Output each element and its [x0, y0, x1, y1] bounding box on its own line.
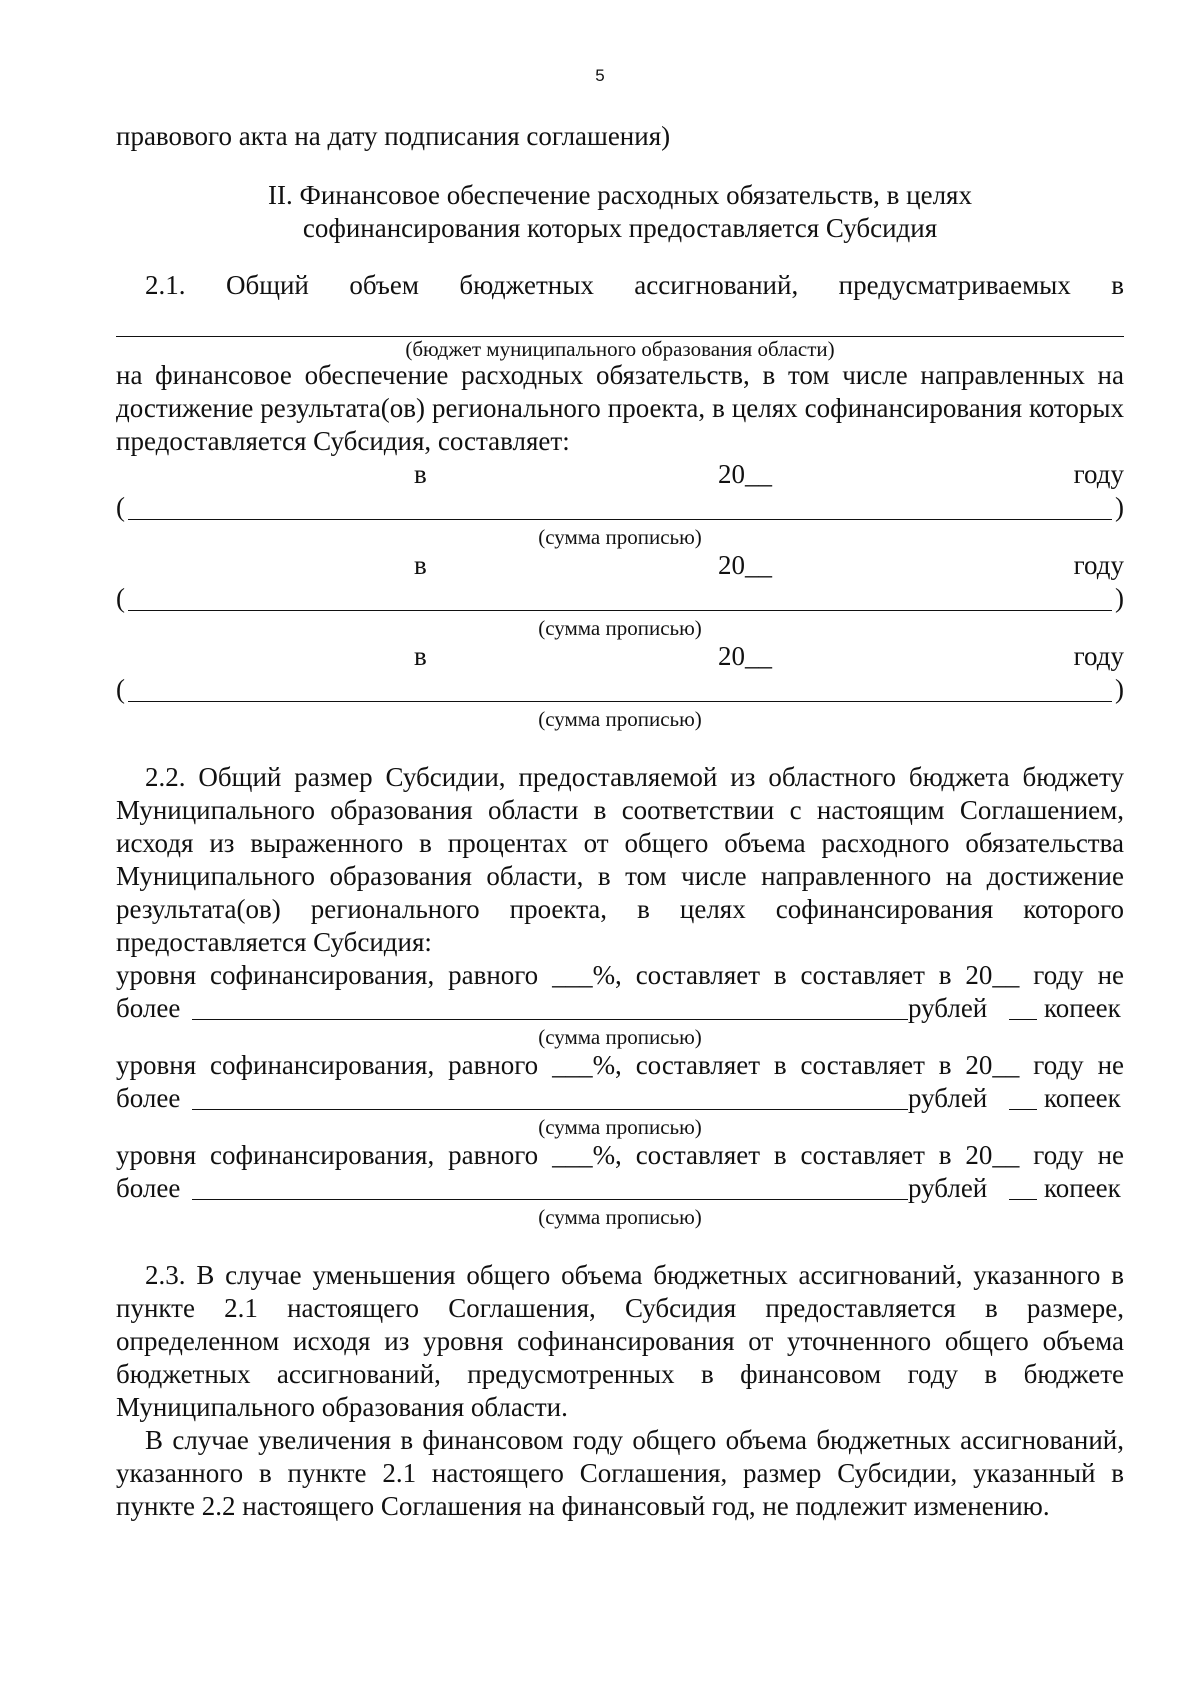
year-row	[116, 549, 1124, 582]
kopecks-word: копеек	[1044, 1173, 1121, 1203]
amount-close-paren: )	[1115, 583, 1124, 613]
amount-blank	[128, 610, 1112, 611]
sum-blank	[192, 1109, 908, 1110]
sum-caption: (сумма прописью)	[538, 1205, 702, 1229]
limit-word: более	[116, 1083, 181, 1113]
kopecks-word: копеек	[1044, 1083, 1121, 1113]
kopecks-blank	[1009, 1019, 1037, 1020]
intro-line: правового акта на дату подписания соглашения)	[116, 121, 671, 151]
amount-line	[116, 582, 1124, 616]
limit-word: более	[116, 993, 181, 1023]
year-blank: 20__	[718, 459, 772, 489]
limit-row	[116, 1172, 1124, 1205]
sum-blank	[192, 1019, 908, 1020]
kopecks-word: копеек	[1044, 993, 1121, 1023]
section-heading-line-2: софинансирования которых предоставляется Субсидия	[302, 213, 938, 243]
amount-close-paren: )	[1115, 492, 1124, 522]
rubles-word: рублей	[908, 1083, 988, 1113]
section-heading-line-1: II. Финансовое обеспечение расходных обязательств, в целях	[268, 180, 972, 210]
amount-line	[116, 673, 1124, 707]
amount-blank	[128, 701, 1112, 702]
year-amount-block-3	[116, 640, 1124, 731]
rubles-word: рублей	[908, 993, 988, 1023]
year-preposition: в	[414, 550, 427, 580]
amount-line	[116, 491, 1124, 525]
amount-open-paren: (	[116, 674, 125, 704]
sum-caption: (сумма прописью)	[538, 1025, 702, 1049]
limit-row	[116, 992, 1124, 1025]
clause-2-2-body: 2.2. Общий размер Субсидии, предоставляемой из областного бюджета бюджету Муниципального образования области в соответствии с настоящим Соглашением, исходя из выраженного в процентах от общего объема расходного обязательства Муниципального образования области, в том числе направленного на достижение результата(ов) регионального проекта, в целях софинансирования которого предоставляется Субсидия:	[116, 762, 1124, 957]
year-row	[116, 640, 1124, 673]
amount-caption: (сумма прописью)	[538, 616, 702, 640]
amount-open-paren: (	[116, 583, 125, 613]
document-body	[116, 120, 1124, 1523]
year-word: году	[1073, 641, 1124, 671]
rubles-word: рублей	[908, 1173, 988, 1203]
page-number: 5	[595, 66, 605, 85]
budget-blank-line	[116, 306, 1124, 337]
year-word: году	[1073, 550, 1124, 580]
section-heading	[116, 179, 1124, 245]
sum-caption: (сумма прописью)	[538, 1115, 702, 1139]
amount-blank	[128, 519, 1112, 520]
level-text: уровня софинансирования, равного ___%, составляет в составляет в 20__ году не	[116, 1050, 1124, 1080]
clause-2-1-lead: 2.1. Общий объем бюджетных ассигнований, предусматриваемых в	[145, 270, 1124, 300]
clause-2-3-paragraph-1: 2.3. В случае уменьшения общего объема бюджетных ассигнований, указанного в пункте 2.1 настоящего Соглашения, Субсидия предоставляется в размере, определенном исходя из уровня софинансирования от уточненного общего объема бюджетных ассигнований, предусмотренных в финансовом году в бюджете Муниципального образования области.	[116, 1260, 1124, 1422]
level-block-2	[116, 1049, 1124, 1139]
level-text: уровня софинансирования, равного ___%, составляет в составляет в 20__ году не	[116, 960, 1124, 990]
year-row	[116, 458, 1124, 491]
limit-row	[116, 1082, 1124, 1115]
amount-caption: (сумма прописью)	[538, 707, 702, 731]
sum-blank	[192, 1199, 908, 1200]
year-blank: 20__	[718, 550, 772, 580]
year-blank: 20__	[718, 641, 772, 671]
clause-2-3-paragraph-2: В случае увеличения в финансовом году общего объема бюджетных ассигнований, указанного в пункте 2.1 настоящего Соглашения, размер Субсидии, указанный в пункте 2.2 настоящего Соглашения на финансовый год, не подлежит изменению.	[116, 1425, 1124, 1521]
level-text: уровня софинансирования, равного ___%, составляет в составляет в 20__ году не	[116, 1140, 1124, 1170]
year-preposition: в	[414, 641, 427, 671]
year-amount-block-1	[116, 458, 1124, 549]
year-preposition: в	[414, 459, 427, 489]
budget-caption: (бюджет муниципального образования области)	[405, 337, 835, 361]
amount-close-paren: )	[1115, 674, 1124, 704]
kopecks-blank	[1009, 1109, 1037, 1110]
year-amount-block-2	[116, 549, 1124, 640]
level-block-1	[116, 959, 1124, 1049]
year-word: году	[1073, 459, 1124, 489]
amount-caption: (сумма прописью)	[538, 525, 702, 549]
amount-open-paren: (	[116, 492, 125, 522]
level-block-3	[116, 1139, 1124, 1229]
limit-word: более	[116, 1173, 181, 1203]
clause-2-1-body: на финансовое обеспечение расходных обязательств, в том числе направленных на достижение результата(ов) регионального проекта, в целях софинансирования которых предоставляется Субсидия, составляет:	[116, 360, 1124, 456]
kopecks-blank	[1009, 1199, 1037, 1200]
